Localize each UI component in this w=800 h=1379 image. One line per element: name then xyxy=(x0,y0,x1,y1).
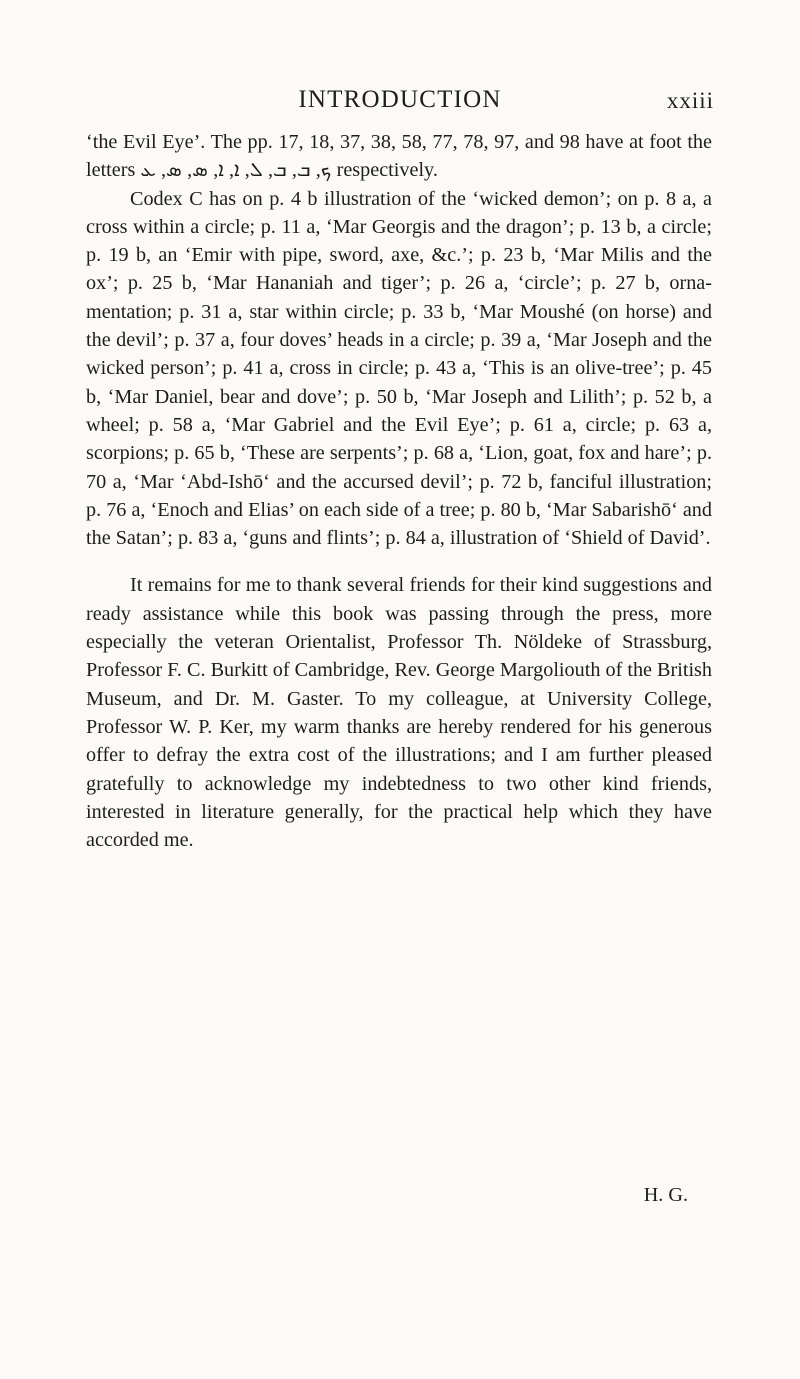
paragraph-acknowledgements: It remains for me to thank several friends for their kind suggestions and ready assistance while this book was passing through the press, more especially the veteran Orientalist, Professor Th. Nöldeke of Strassburg, Professor F. C. Burkitt of Cambridge, Rev. George Margoliouth of the British Museum, and Dr. M. Gaster. To my colleague, at University College, Professor W. P. Ker, my warm thanks are hereby rendered for his generous offer to defray the extra cost of the illustrations; and I am further pleased gratefully to acknowledge my indebtedness to two other kind friends, interested in literature generally, for the practical help which they have accorded me. xyxy=(86,574,713,852)
paragraph-codex-c: Codex C has on p. 4 b illustration of the ‘wicked demon’; on p. 8 a, a cross within a circle; p. 11 a, ‘Mar Georgis and the dragon’; p. 13 b, a circle; p. 19 b, an ‘Emir with pipe, sword, axe, &c.’; p. 23 b, ‘Mar Milis and the ox’; p. 25 b, ‘Mar Hananiah and tiger’; p. 26 a, ‘circle’; p. 27 b, ornamentation; p. 31 a, star within circle; p. 33 b, ‘Mar Moushé (on horse) and the devil’; p. 37 a, four doves’ heads in a circle; p. 39 a, ‘Mar Joseph and the wicked person’; p. 41 a, cross in circle; p. 43 a, ‘This is an olive-tree’; p. 45 b, ‘Mar Daniel, bear and dove’; p. 50 b, ‘Mar Joseph and Lilith’; p. 52 b, a wheel; p. 58 a, ‘Mar Gabriel and the Evil Eye’; p. 61 a, circle; p. 63 a, scorpions; p. 65 b, ‘These are serpents’; p. 68 a, ‘Lion, goat, fox and hare’; p. 70 a, ‘Mar ‘Abd-Ishō‘ and the accursed devil’; p. 72 b, fanciful illustration; p. 76 a, ‘Enoch and Elias’ on each side of a tree; p. 80 b, ‘Mar Sabarishō‘ and the Satan’; p. 83 a, ‘guns and flints’; p. 84 a, illustration of ‘Shield of David’. xyxy=(86,187,712,550)
body-text xyxy=(86,128,712,854)
page-number: xxiii xyxy=(666,88,714,113)
paragraph-1-tail: respectively. xyxy=(336,159,438,182)
syriac-letters: ܟ, ܒ, ܒ, ܠ, ܐ, ܐ, ܣ, ܣ, ܥ xyxy=(140,159,332,182)
page-header xyxy=(0,86,800,120)
signature-initials: H. G. xyxy=(643,1184,688,1206)
paragraph-spacer xyxy=(86,552,712,571)
paragraph-evil-eye-pages xyxy=(86,128,712,185)
paragraph-1-lead: ‘the Evil Eye’. The pp. 17, 18, 37, 38, 58, 77, 78, 97, and 98 have at foot the letters xyxy=(86,131,712,182)
running-head: INTRODUCTION xyxy=(298,86,502,113)
